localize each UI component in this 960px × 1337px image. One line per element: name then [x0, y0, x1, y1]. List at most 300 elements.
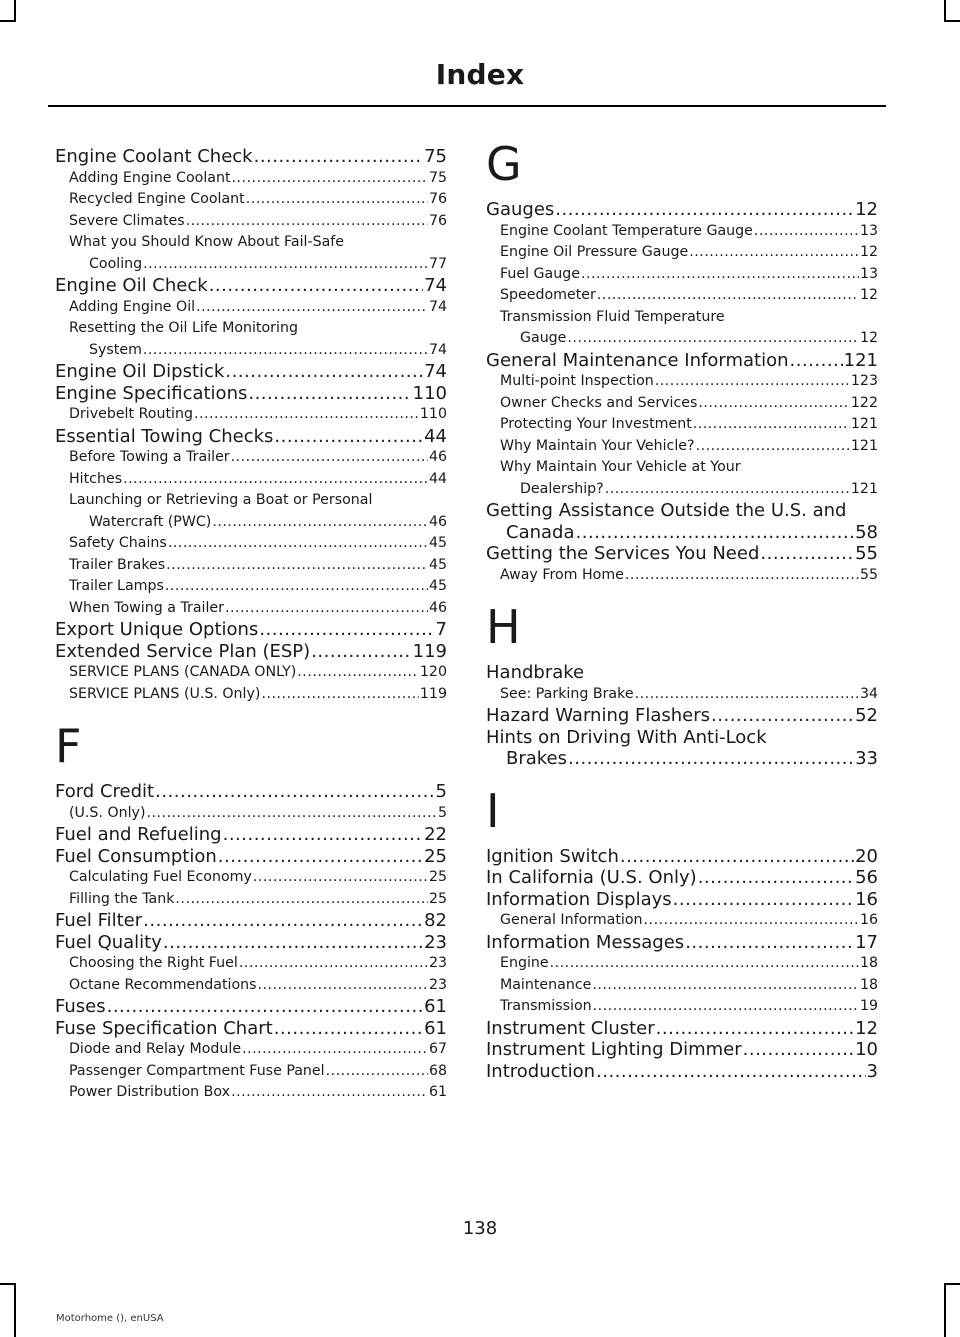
- entry-page-number: 12: [859, 287, 878, 303]
- dot-leader: [297, 662, 419, 684]
- dot-leader: [163, 932, 423, 954]
- section-letter: F: [55, 719, 82, 773]
- index-entry[interactable]: [55, 383, 447, 405]
- entry-page-number: 74: [424, 361, 447, 382]
- dot-leader: [597, 285, 859, 307]
- entry-page-number: 13: [859, 265, 878, 282]
- entry-label: Fuel Filter: [55, 910, 143, 931]
- dot-leader: [254, 146, 423, 168]
- index-entry[interactable]: [55, 996, 447, 1018]
- entry-label: Why Maintain Your Vehicle at Your: [500, 459, 741, 475]
- entry-label: Fuse Specification Chart: [55, 1017, 273, 1039]
- entry-label: Engine Oil Pressure Gauge: [500, 244, 689, 260]
- entry-label: Extended Service Plan (ESP): [55, 640, 311, 662]
- entry-page-number: 5: [437, 804, 447, 821]
- entry-label: Diode and Relay Module: [69, 1041, 242, 1057]
- index-entry[interactable]: [486, 543, 878, 565]
- dot-leader: [696, 436, 850, 458]
- dot-leader: [693, 414, 850, 436]
- entry-label: Fuel and Refueling: [55, 824, 222, 845]
- index-subentry[interactable]: [486, 285, 878, 307]
- entry-label: Engine Oil Check: [55, 275, 208, 296]
- entry-page-number: 45: [428, 578, 447, 594]
- title-divider: [48, 105, 886, 107]
- dot-leader: [166, 555, 428, 577]
- dot-leader: [239, 953, 428, 975]
- dot-leader: [550, 953, 859, 975]
- entry-label: Engine Coolant Temperature Gauge: [500, 222, 753, 239]
- dot-leader: [231, 447, 428, 469]
- entry-label: Gauge: [520, 330, 567, 346]
- entry-page-number: 121: [843, 349, 878, 371]
- entry-page-number: 121: [850, 416, 878, 432]
- index-entry[interactable]: [55, 932, 447, 954]
- index-subentry[interactable]: [55, 662, 447, 684]
- dot-leader: [274, 426, 423, 448]
- entry-label: Before Towing a Trailer: [69, 449, 230, 465]
- footer-text: Motorhome (), enUSA: [56, 1313, 164, 1324]
- index-subentry[interactable]: [55, 533, 447, 555]
- entry-page-number: 123: [850, 373, 878, 389]
- dot-leader: [155, 781, 434, 803]
- entry-page-number: 34: [859, 685, 878, 702]
- dot-leader: [311, 641, 411, 663]
- entry-page-number: 55: [855, 543, 878, 564]
- index-subentry[interactable]: [486, 414, 878, 436]
- entry-page-number: 74: [428, 341, 447, 358]
- entry-page-number: 76: [428, 191, 447, 207]
- entry-label: Launching or Retrieving a Boat or Personal: [69, 492, 373, 508]
- entry-label: General Maintenance Information: [486, 349, 789, 371]
- entry-page-number: 16: [859, 912, 878, 928]
- entry-label: Why Maintain Your Vehicle?: [500, 437, 695, 454]
- entry-label: Brakes: [506, 748, 568, 769]
- entry-label: Trailer Brakes: [69, 556, 166, 573]
- index-entry[interactable]: [486, 350, 878, 372]
- entry-label: See: Parking Brake: [500, 685, 634, 702]
- index-subentry[interactable]: [55, 404, 447, 426]
- entry-page-number: 12: [855, 1017, 878, 1039]
- index-entry[interactable]: [55, 641, 447, 663]
- entry-label: Introduction: [486, 1060, 596, 1082]
- dot-leader: [242, 1039, 428, 1061]
- index-subentry: [55, 490, 447, 512]
- dot-leader: [754, 221, 859, 243]
- entry-label: Recycled Engine Coolant: [69, 191, 245, 207]
- entry-label: Passenger Compartment Fuse Panel: [69, 1062, 325, 1079]
- index-subentry[interactable]: [55, 254, 447, 276]
- entry-label: Engine Specifications: [55, 382, 248, 404]
- entry-page-number: 58: [855, 521, 878, 543]
- dot-leader: [635, 684, 859, 706]
- dot-leader: [261, 684, 418, 706]
- index-subentry[interactable]: [486, 242, 878, 264]
- entry-page-number: 121: [850, 437, 878, 454]
- entry-label: Engine Oil Dipstick: [55, 361, 225, 382]
- dot-leader: [175, 889, 428, 911]
- entry-label: Owner Checks and Services: [500, 394, 698, 411]
- index-subentry[interactable]: [55, 297, 447, 319]
- entry-page-number: 52: [855, 705, 878, 726]
- index-subentry[interactable]: [55, 189, 447, 211]
- entry-page-number: 45: [428, 535, 447, 551]
- entry-label: Transmission: [500, 998, 592, 1014]
- dot-leader: [644, 910, 859, 932]
- entry-page-number: 82: [424, 910, 447, 931]
- dot-leader: [698, 393, 850, 415]
- entry-label: What you Should Know About Fail-Safe: [69, 234, 345, 250]
- entry-page-number: 5: [435, 781, 447, 802]
- dot-leader: [592, 975, 859, 997]
- entry-page-number: 75: [424, 146, 447, 167]
- entry-label: Adding Engine Oil: [69, 298, 196, 315]
- entry-page-number: 22: [424, 824, 447, 845]
- index-subentry[interactable]: [486, 565, 878, 587]
- index-subentry[interactable]: [55, 512, 447, 534]
- dot-leader: [258, 975, 428, 997]
- entry-page-number: 119: [419, 685, 447, 702]
- entry-label: Fuel Consumption: [55, 845, 217, 867]
- crop-mark-bottom-left-vertical: [14, 1283, 16, 1337]
- entry-page-number: 119: [412, 640, 447, 662]
- entry-label: Essential Towing Checks: [55, 425, 274, 447]
- dot-leader: [625, 565, 859, 587]
- dot-leader: [655, 371, 850, 393]
- entry-page-number: 23: [428, 955, 447, 971]
- dot-leader: [689, 242, 859, 264]
- index-subentry[interactable]: [55, 684, 447, 706]
- dot-leader: [248, 383, 411, 405]
- entry-label: Canada: [506, 521, 575, 543]
- entry-page-number: 25: [428, 890, 447, 907]
- entry-label: Cooling: [89, 255, 143, 272]
- index-subentry: [55, 232, 447, 254]
- entry-label: Speedometer: [500, 287, 596, 303]
- entry-label: Fuel Quality: [55, 931, 162, 953]
- entry-page-number: 68: [428, 1062, 447, 1079]
- dot-leader: [760, 543, 854, 565]
- index-entry[interactable]: [486, 1061, 878, 1083]
- index-entry[interactable]: [55, 824, 447, 846]
- index-entry[interactable]: [55, 426, 447, 448]
- entry-page-number: 122: [850, 394, 878, 411]
- index-entry[interactable]: [486, 522, 878, 544]
- crop-mark-bottom-left-horizontal: [0, 1283, 16, 1285]
- dot-leader: [232, 168, 428, 190]
- index-subentry[interactable]: [55, 211, 447, 233]
- entry-page-number: 19: [859, 998, 878, 1014]
- entry-label: Away From Home: [500, 566, 624, 583]
- index-subentry[interactable]: [55, 1082, 447, 1104]
- dot-leader: [223, 824, 424, 846]
- dot-leader: [143, 910, 423, 932]
- entry-page-number: 7: [435, 619, 447, 640]
- entry-label: Safety Chains: [69, 535, 167, 551]
- index-subentry[interactable]: [55, 867, 447, 889]
- index-column-left: [55, 146, 447, 1104]
- entry-page-number: 110: [412, 382, 447, 404]
- crop-mark-bottom-right-horizontal: [944, 1283, 960, 1285]
- index-subentry[interactable]: [486, 953, 878, 975]
- index-subentry: [55, 318, 447, 340]
- index-entry[interactable]: [55, 781, 447, 803]
- dot-leader: [698, 867, 854, 889]
- dot-leader: [274, 1018, 423, 1040]
- entry-page-number: 17: [855, 931, 878, 953]
- entry-label: Information Messages: [486, 931, 685, 953]
- index-subentry[interactable]: [486, 371, 878, 393]
- index-entry[interactable]: [486, 1018, 878, 1040]
- dot-leader: [711, 705, 854, 727]
- dot-leader: [143, 254, 428, 276]
- dot-leader: [246, 189, 428, 211]
- dot-leader: [225, 361, 423, 383]
- entry-label: Getting Assistance Outside the U.S. and: [486, 500, 847, 521]
- index-entry[interactable]: [486, 748, 878, 770]
- index-entry[interactable]: [486, 889, 878, 911]
- entry-label: Hazard Warning Flashers: [486, 705, 711, 726]
- entry-label: Resetting the Oil Life Monitoring: [69, 320, 298, 336]
- dot-leader: [186, 211, 428, 233]
- index-subentry[interactable]: [486, 684, 878, 706]
- entry-label: Information Displays: [486, 888, 672, 910]
- index-subentry[interactable]: [55, 975, 447, 997]
- index-entry[interactable]: [55, 1018, 447, 1040]
- entry-label: Drivebelt Routing: [69, 406, 193, 422]
- entry-page-number: 23: [428, 976, 447, 993]
- entry-label: When Towing a Trailer: [69, 599, 224, 616]
- dot-leader: [259, 619, 434, 641]
- page-number: 138: [462, 1218, 498, 1239]
- entry-page-number: 74: [428, 298, 447, 315]
- dot-leader: [685, 932, 854, 954]
- section-letter: H: [486, 600, 521, 654]
- entry-label: Protecting Your Investment: [500, 416, 692, 432]
- entry-page-number: 75: [428, 169, 447, 186]
- entry-label: Fuses: [55, 996, 106, 1017]
- index-column-right: [486, 137, 878, 1082]
- entry-page-number: 23: [424, 931, 447, 953]
- index-subentry[interactable]: [486, 479, 878, 501]
- dot-leader: [253, 867, 428, 889]
- index-subentry[interactable]: [55, 340, 447, 362]
- dot-leader: [196, 297, 428, 319]
- dot-leader: [165, 576, 428, 598]
- entry-label: Severe Climates: [69, 212, 185, 229]
- entry-page-number: 61: [424, 1017, 447, 1039]
- entry-label: Engine Coolant Check: [55, 146, 253, 167]
- dot-leader: [576, 522, 855, 544]
- entry-label: Choosing the Right Fuel: [69, 955, 238, 971]
- section-letter: G: [486, 137, 522, 191]
- dot-leader: [656, 1018, 854, 1040]
- index-entry[interactable]: [55, 275, 447, 297]
- index-entry[interactable]: [486, 867, 878, 889]
- dot-leader: [326, 1061, 428, 1083]
- entry-page-number: 12: [855, 199, 878, 220]
- entry-page-number: 3: [866, 1060, 878, 1082]
- entry-label: Adding Engine Coolant: [69, 169, 231, 186]
- entry-page-number: 25: [428, 869, 447, 885]
- index-entry[interactable]: [486, 705, 878, 727]
- crop-mark-top-left-horizontal: [0, 20, 16, 22]
- entry-label: Octane Recommendations: [69, 976, 257, 993]
- entry-label: Gauges: [486, 199, 555, 220]
- dot-leader: [107, 996, 423, 1018]
- crop-mark-bottom-right-vertical: [944, 1283, 946, 1337]
- entry-label: Hints on Driving With Anti-Lock: [486, 726, 767, 748]
- index-entry[interactable]: [486, 199, 878, 221]
- entry-page-number: 10: [855, 1039, 878, 1060]
- entry-page-number: 25: [424, 845, 447, 867]
- index-entry[interactable]: [55, 846, 447, 868]
- dot-leader: [581, 264, 859, 286]
- crop-mark-top-right-vertical: [944, 0, 946, 22]
- entry-page-number: 45: [428, 556, 447, 573]
- index-subentry[interactable]: [486, 910, 878, 932]
- index-subentry[interactable]: [55, 168, 447, 190]
- entry-page-number: 61: [428, 1084, 447, 1100]
- entry-label: Engine: [500, 955, 549, 971]
- dot-leader: [567, 328, 859, 350]
- entry-page-number: 55: [859, 566, 878, 583]
- entry-label: Power Distribution Box: [69, 1084, 231, 1100]
- dot-leader: [168, 533, 428, 555]
- crop-mark-top-right-horizontal: [944, 20, 960, 22]
- entry-page-number: 20: [855, 845, 878, 867]
- dot-leader: [673, 889, 854, 911]
- dot-leader: [143, 340, 428, 362]
- index-entry: [486, 727, 878, 749]
- entry-label: SERVICE PLANS (CANADA ONLY): [69, 664, 297, 680]
- entry-label: Instrument Lighting Dimmer: [486, 1039, 742, 1060]
- dot-leader: [147, 803, 437, 825]
- index-subentry[interactable]: [486, 264, 878, 286]
- entry-page-number: 18: [859, 955, 878, 971]
- entry-label: General Information: [500, 912, 643, 928]
- index-subentry[interactable]: [486, 996, 878, 1018]
- entry-label: Maintenance: [500, 976, 592, 993]
- entry-label: Fuel Gauge: [500, 265, 580, 282]
- entry-label: System: [89, 341, 142, 358]
- index-subentry[interactable]: [55, 889, 447, 911]
- index-subentry[interactable]: [486, 393, 878, 415]
- entry-page-number: 44: [428, 470, 447, 487]
- entry-label: Calculating Fuel Economy: [69, 869, 252, 885]
- entry-label: Multi-point Inspection: [500, 373, 654, 389]
- entry-label: Dealership?: [520, 480, 604, 497]
- entry-label: Getting the Services You Need: [486, 543, 760, 564]
- entry-label: In California (U.S. Only): [486, 867, 697, 888]
- entry-page-number: 46: [428, 449, 447, 465]
- index-subentry[interactable]: [55, 1061, 447, 1083]
- entry-label: Instrument Cluster: [486, 1017, 655, 1039]
- index-subentry: [486, 307, 878, 329]
- entry-page-number: 12: [859, 244, 878, 260]
- entry-page-number: 61: [424, 996, 447, 1017]
- dot-leader: [596, 1061, 866, 1083]
- entry-page-number: 121: [850, 480, 878, 497]
- dot-leader: [231, 1082, 428, 1104]
- dot-leader: [209, 275, 423, 297]
- entry-page-number: 76: [428, 212, 447, 229]
- index-entry[interactable]: [486, 846, 878, 868]
- index-subentry[interactable]: [55, 953, 447, 975]
- entry-label: Handbrake: [486, 662, 585, 683]
- index-entry: [486, 500, 878, 522]
- index-entry[interactable]: [55, 619, 447, 641]
- entry-label: Export Unique Options: [55, 619, 259, 640]
- entry-page-number: 67: [428, 1041, 447, 1057]
- dot-leader: [225, 598, 428, 620]
- index-subentry[interactable]: [55, 598, 447, 620]
- dot-leader: [620, 846, 854, 868]
- entry-page-number: 46: [428, 599, 447, 616]
- index-entry[interactable]: [55, 361, 447, 383]
- dot-leader: [212, 512, 428, 534]
- entry-page-number: 56: [855, 867, 878, 888]
- index-subentry[interactable]: [55, 469, 447, 491]
- dot-leader: [555, 199, 854, 221]
- index-entry[interactable]: [486, 1039, 878, 1061]
- index-entry[interactable]: [486, 932, 878, 954]
- entry-page-number: 110: [419, 406, 447, 422]
- index-entry[interactable]: [55, 146, 447, 168]
- entry-label: Transmission Fluid Temperature: [500, 308, 725, 325]
- entry-page-number: 13: [859, 222, 878, 239]
- dot-leader: [194, 404, 419, 426]
- index-subentry[interactable]: [486, 221, 878, 243]
- entry-label: Ford Credit: [55, 781, 155, 802]
- index-subentry[interactable]: [55, 576, 447, 598]
- entry-label: (U.S. Only): [69, 804, 146, 821]
- index-subentry: [486, 457, 878, 479]
- entry-label: Ignition Switch: [486, 845, 619, 867]
- index-subentry[interactable]: [486, 436, 878, 458]
- entry-label: SERVICE PLANS (U.S. Only): [69, 685, 261, 702]
- entry-label: Watercraft (PWC): [89, 513, 212, 530]
- index-subentry[interactable]: [55, 803, 447, 825]
- entry-label: Trailer Lamps: [69, 578, 164, 594]
- dot-leader: [123, 469, 428, 491]
- entry-label: Filling the Tank: [69, 890, 175, 907]
- dot-leader: [593, 996, 859, 1018]
- entry-page-number: 120: [419, 664, 447, 680]
- index-subentry[interactable]: [55, 555, 447, 577]
- page-title: Index: [435, 58, 525, 91]
- entry-page-number: 12: [859, 330, 878, 346]
- entry-label: Hitches: [69, 470, 123, 487]
- index-subentry[interactable]: [486, 328, 878, 350]
- index-entry[interactable]: [55, 910, 447, 932]
- index-subentry[interactable]: [55, 447, 447, 469]
- dot-leader: [605, 479, 850, 501]
- entry-page-number: 74: [424, 275, 447, 296]
- dot-leader: [568, 748, 854, 770]
- dot-leader: [790, 350, 843, 372]
- entry-page-number: 77: [428, 255, 447, 272]
- entry-page-number: 18: [859, 976, 878, 993]
- index-entry: [486, 662, 878, 684]
- entry-page-number: 33: [855, 748, 878, 769]
- index-subentry[interactable]: [55, 1039, 447, 1061]
- entry-page-number: 44: [424, 425, 447, 447]
- section-letter: I: [486, 783, 500, 838]
- crop-mark-top-left-vertical: [14, 0, 16, 22]
- index-subentry[interactable]: [486, 975, 878, 997]
- entry-page-number: 16: [855, 888, 878, 910]
- dot-leader: [218, 846, 423, 868]
